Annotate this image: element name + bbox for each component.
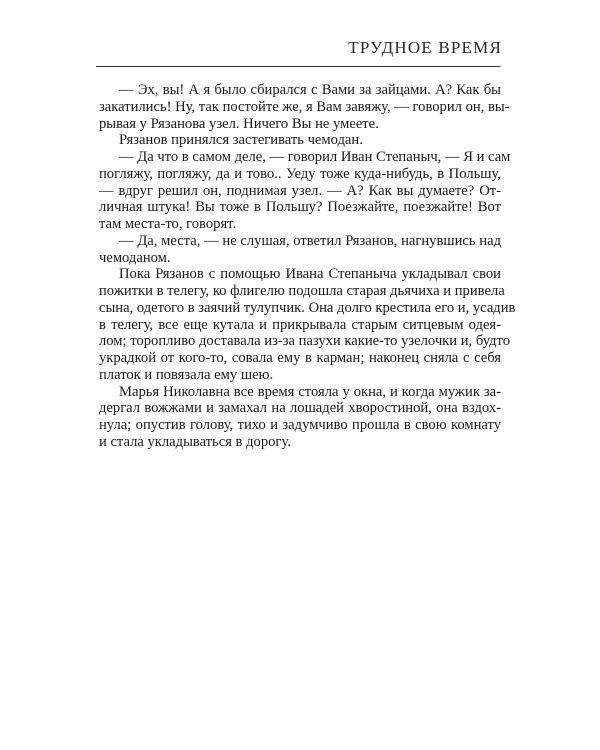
running-head: ТРУДНОЕ ВРЕМЯ — [348, 38, 502, 57]
paragraph — [99, 82, 510, 132]
text-line: платок и повязала ему шею. — [99, 366, 274, 383]
text-line: — Эх, вы! А я было сбирался с Вами за зайцами. А? Как бы — [119, 82, 501, 98]
text-line: лом; торопливо доставала из-за пазухи какие-то узелочки и, будто — [99, 333, 510, 350]
text-line: рывая у Рязанова узел. Ничего Вы не умеете. — [99, 115, 379, 132]
text-line: закатились! Ну, так постойте же, я Вам завяжу, — говорил он, вы- — [99, 98, 510, 115]
text-line: украдкой от кого-то, совала ему в карман; наконец сняла с себя — [99, 350, 501, 366]
text-line: — Да, места, — не слушая, ответил Рязанов, нагнувшись над — [119, 232, 501, 249]
paragraph — [99, 233, 501, 267]
text-line: Марья Николавна все время стояла у окна, и когда мужик за- — [119, 383, 501, 400]
header-rule — [96, 66, 500, 67]
paragraph — [99, 149, 511, 233]
text-line: пожитки в телегу, ко флигелю подошла старая дьячиха и привела — [99, 283, 505, 299]
text-line: нула; опустив голову, тихо и задумчиво прошла в свою комнату — [99, 417, 501, 433]
text-line: в телегу, все еще кутала и прикрывала старым ситцевым одея- — [99, 316, 501, 333]
text-line: дергал вожжами и замахал на лошадей хворостиной, она вздох- — [99, 400, 501, 417]
paragraph — [99, 266, 516, 383]
text-line: и стала укладываться в дорогу. — [99, 433, 291, 450]
paragraph — [99, 384, 501, 451]
text-line: чемоданом. — [99, 249, 171, 266]
body-text — [99, 82, 516, 451]
text-line: — Да что в самом деле, — говорил Иван Степаныч, — Я и сам — [119, 149, 511, 165]
text-line: погляжу, погляжу, да и тово.. Уеду тоже куда-нибудь, в Польшу, — [99, 165, 501, 182]
text-line: Рязанов принялся застегивать чемодан. — [119, 132, 363, 149]
text-line: личная штука! Вы тоже в Польшу? Поезжайте, поезжайте! Вот — [99, 199, 501, 216]
text-line: Пока Рязанов с помощью Ивана Степаныча укладывал свои — [119, 266, 501, 283]
paragraph — [99, 132, 501, 149]
text-line: там места-то, говорят. — [99, 216, 237, 232]
text-line: — вдруг решил он, поднимая узел. — А? Как вы думаете? От- — [99, 182, 501, 199]
text-line: сына, одетого в заячий тулупчик. Она долго крестила его и, усадив — [99, 299, 516, 316]
